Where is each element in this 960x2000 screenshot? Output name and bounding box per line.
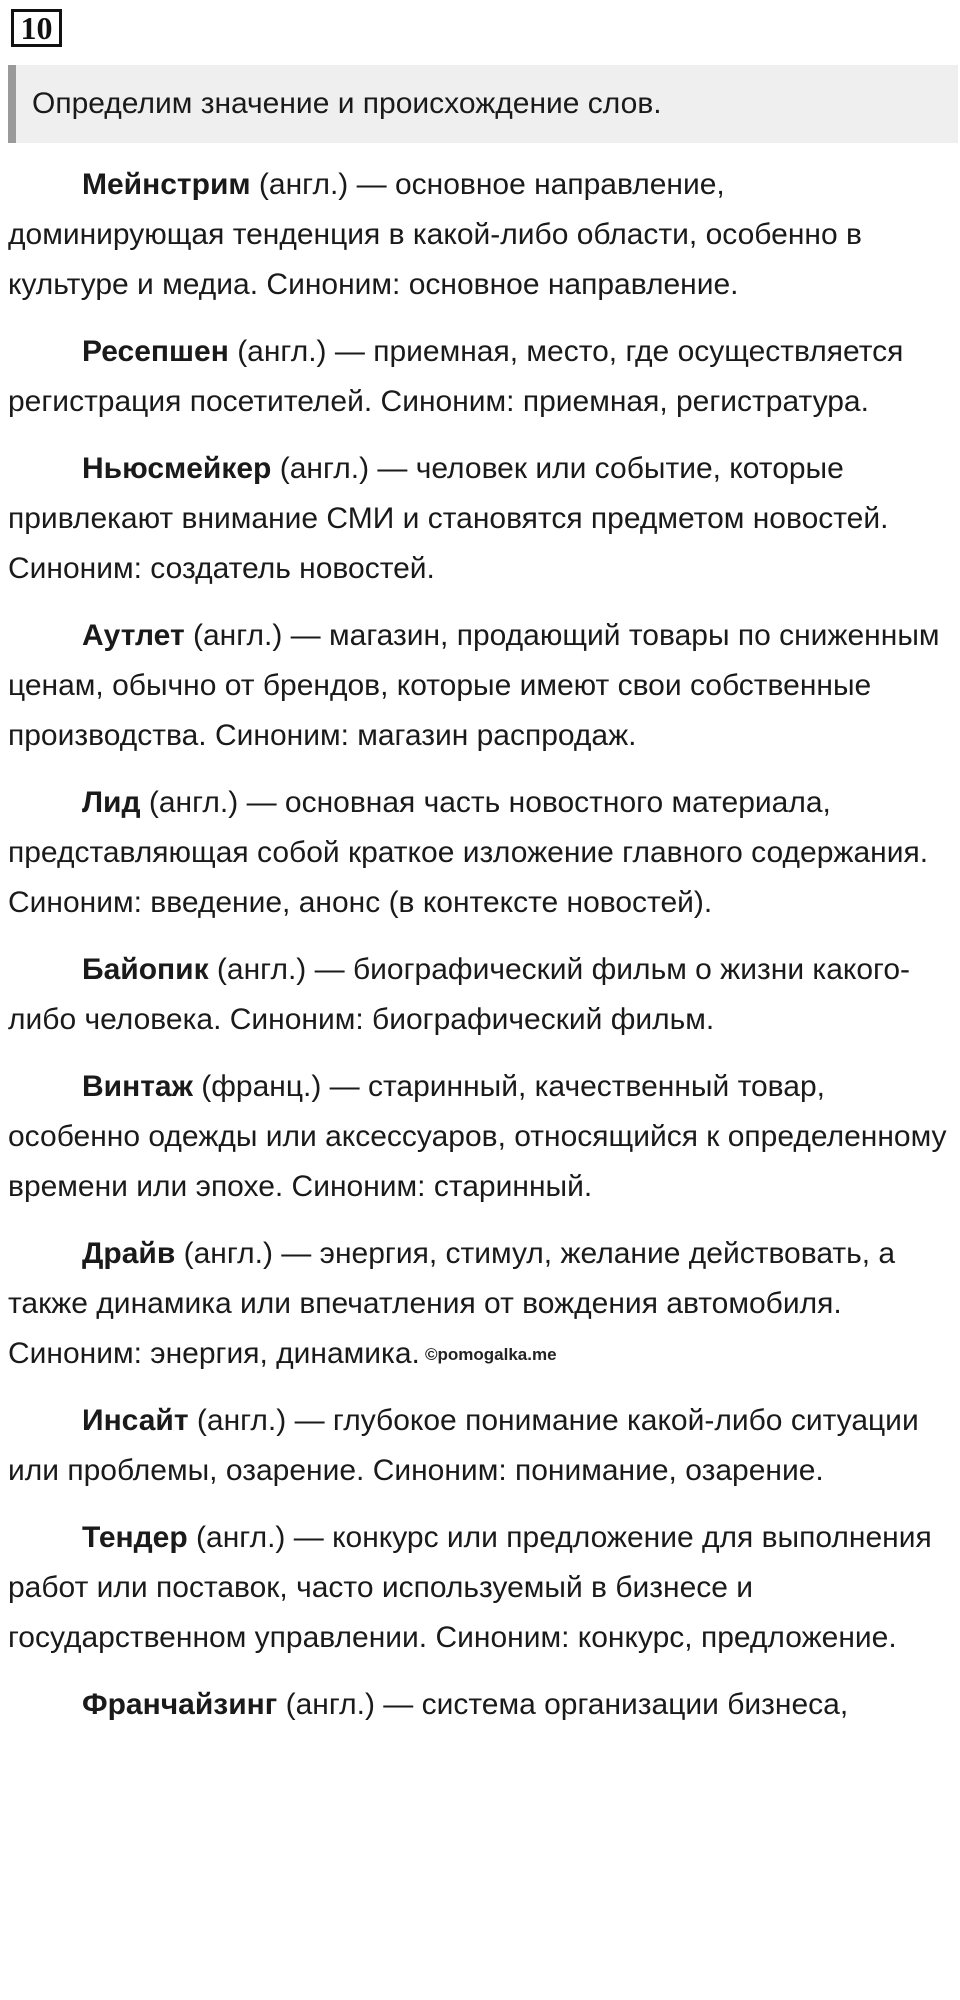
task-number: 10	[11, 9, 62, 47]
term: Байопик	[82, 953, 209, 986]
term: Драйв	[82, 1237, 176, 1270]
definition-text: (англ.) — магазин, продающий товары по сниженным ценам, обычно от брендов, которые имеют свои собственные производства. Синоним: магазин распродаж.	[8, 619, 940, 752]
definition-text: (англ.) — система организации бизнеса,	[277, 1688, 849, 1721]
definition-text: (англ.) — человек или событие, которые привлекают внимание СМИ и становятся предметом новостей. Синоним: создатель новостей.	[8, 452, 889, 585]
term: Винтаж	[82, 1070, 193, 1103]
definition-entry-vintage	[8, 1062, 948, 1212]
term: Инсайт	[82, 1404, 189, 1437]
definition-text: (англ.) — глубокое понимание какой-либо ситуации или проблемы, озарение. Синоним: понимание, озарение.	[8, 1404, 919, 1487]
definition-entry-tender	[8, 1513, 948, 1663]
definition-entry-mainstream	[8, 160, 948, 310]
definition-entry-outlet	[8, 611, 948, 761]
term: Лид	[82, 786, 141, 819]
definition-text: (англ.) — основная часть новостного материала, представляющая собой краткое изложение главного содержания. Синоним: введение, анонс (в контексте новостей).	[8, 786, 929, 919]
definition-entry-newsmaker	[8, 444, 948, 594]
term: Аутлет	[82, 619, 185, 652]
definition-entry-insight	[8, 1396, 948, 1496]
term: Франчайзинг	[82, 1688, 278, 1721]
term: Ньюсмейкер	[82, 452, 272, 485]
term: Тендер	[82, 1521, 188, 1554]
definition-entry-lead	[8, 778, 948, 928]
definition-text: (франц.) — старинный, качественный товар, особенно одежды или аксессуаров, относящийся к определенному времени или эпохе. Синоним: старинный.	[8, 1070, 947, 1203]
definition-text: (англ.) — приемная, место, где осуществляется регистрация посетителей. Синоним: приемная, регистратура.	[8, 335, 904, 418]
definition-text: (англ.) — конкурс или предложение для выполнения работ или поставок, часто используемый в бизнесе и государственном управлении. Синоним: конкурс, предложение.	[8, 1521, 932, 1654]
definition-text: (англ.) — биографический фильм о жизни какого-либо человека. Синоним: биографический фильм.	[8, 953, 910, 1036]
definition-text: (англ.) — основное направление, доминирующая тенденция в какой-либо области, особенно в культуре и медиа. Синоним: основное направление.	[8, 168, 862, 301]
definition-list	[8, 160, 948, 1747]
definition-entry-biopic	[8, 945, 948, 1045]
definition-entry-franchising	[8, 1680, 948, 1730]
term: Ресепшен	[82, 335, 229, 368]
definition-entry-reception	[8, 327, 948, 427]
definition-text: (англ.) — энергия, стимул, желание действовать, а также динамика или впечатления от вождения автомобиля. Синоним: энергия, динамика.	[8, 1237, 896, 1370]
watermark: ©pomogalka.me	[425, 1345, 557, 1364]
term: Мейнстрим	[82, 168, 251, 201]
intro-callout: Определим значение и происхождение слов.	[8, 65, 958, 143]
